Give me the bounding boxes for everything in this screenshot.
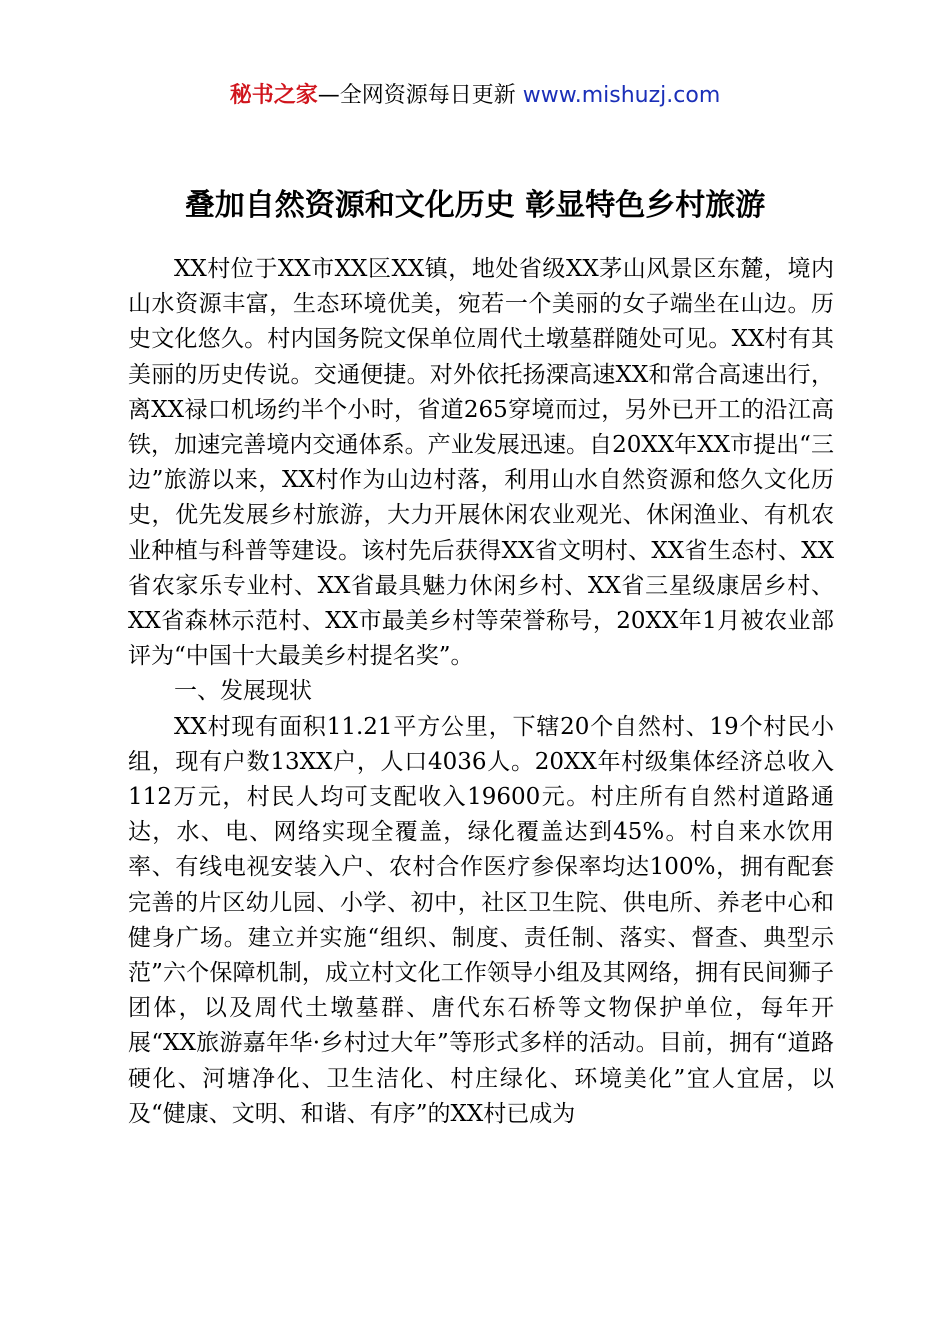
section-heading-development-status: 一、发展现状 bbox=[174, 678, 312, 705]
status-paragraph: XX村现有面积11.21平方公里，下辖20个自然村、19个村民小组，现有户数13XX户，人口4036人。20XX年村级集体经济总收入112万元，村民人均可支配收入19600元。村庄所有自然村道路通达，水、电、网络实现全覆盖，绿化覆盖达到45%。村自来水饮用率、有线电视安装入户、农村合作医疗参保率均达100%，拥有配套完善的片区幼儿园、小学、初中，社区卫生院、供电所、养老中心和健身广场。建立并实施“组织、制度、责任制、落实、督查、典型示范”六个保障机制，成立村文化工作领导小组及其网络，拥有民间狮子团体，以及周代土墩墓群、唐代东石桥等文物保护单位，每年开展“XX旅游嘉年华·乡村过大年”等形式多样的活动。目前，拥有“道路硬化、河塘净化、卫生洁化、村庄绿化、环境美化”宜人宜居，以及“健康、文明、和谐、有序”的XX村已成为 bbox=[128, 713, 834, 1127]
brand-name: 秘书之家 bbox=[229, 83, 318, 108]
document-title: 叠加自然资源和文化历史 彰显特色乡村旅游 bbox=[184, 188, 766, 223]
site-url-link[interactable]: www.mishuzj.com bbox=[522, 83, 721, 108]
intro-paragraph: XX村位于XX市XX区XX镇，地处省级XX茅山风景区东麓，境内山水资源丰富，生态环境优美，宛若一个美丽的女子端坐在山边。历史文化悠久。村内国务院文保单位周代土墩墓群随处可见。XX村有其美丽的历史传说。交通便捷。对外依托扬溧高速XX和常合高速出行，离XX禄口机场约半个小时，省道265穿境而过，另外已开工的沿江高铁，加速完善境内交通体系。产业发展迅速。自20XX年XX市提出“三边”旅游以来，XX村作为山边村落，利用山水自然资源和悠久文化历史，优先发展乡村旅游，大力开展休闲农业观光、休闲渔业、有机农业种植与科普等建设。该村先后获得XX省文明村、XX省生态村、XX省农家乐专业村、XX省最具魅力休闲乡村、XX省三星级康居乡村、XX省森林示范村、XX市最美乡村等荣誉称号，20XX年1月被农业部评为“中国十大最美乡村提名奖”。 bbox=[128, 256, 834, 670]
document-body bbox=[128, 252, 834, 1132]
site-header bbox=[0, 80, 950, 112]
header-tagline: —全网资源每日更新 bbox=[317, 83, 523, 108]
